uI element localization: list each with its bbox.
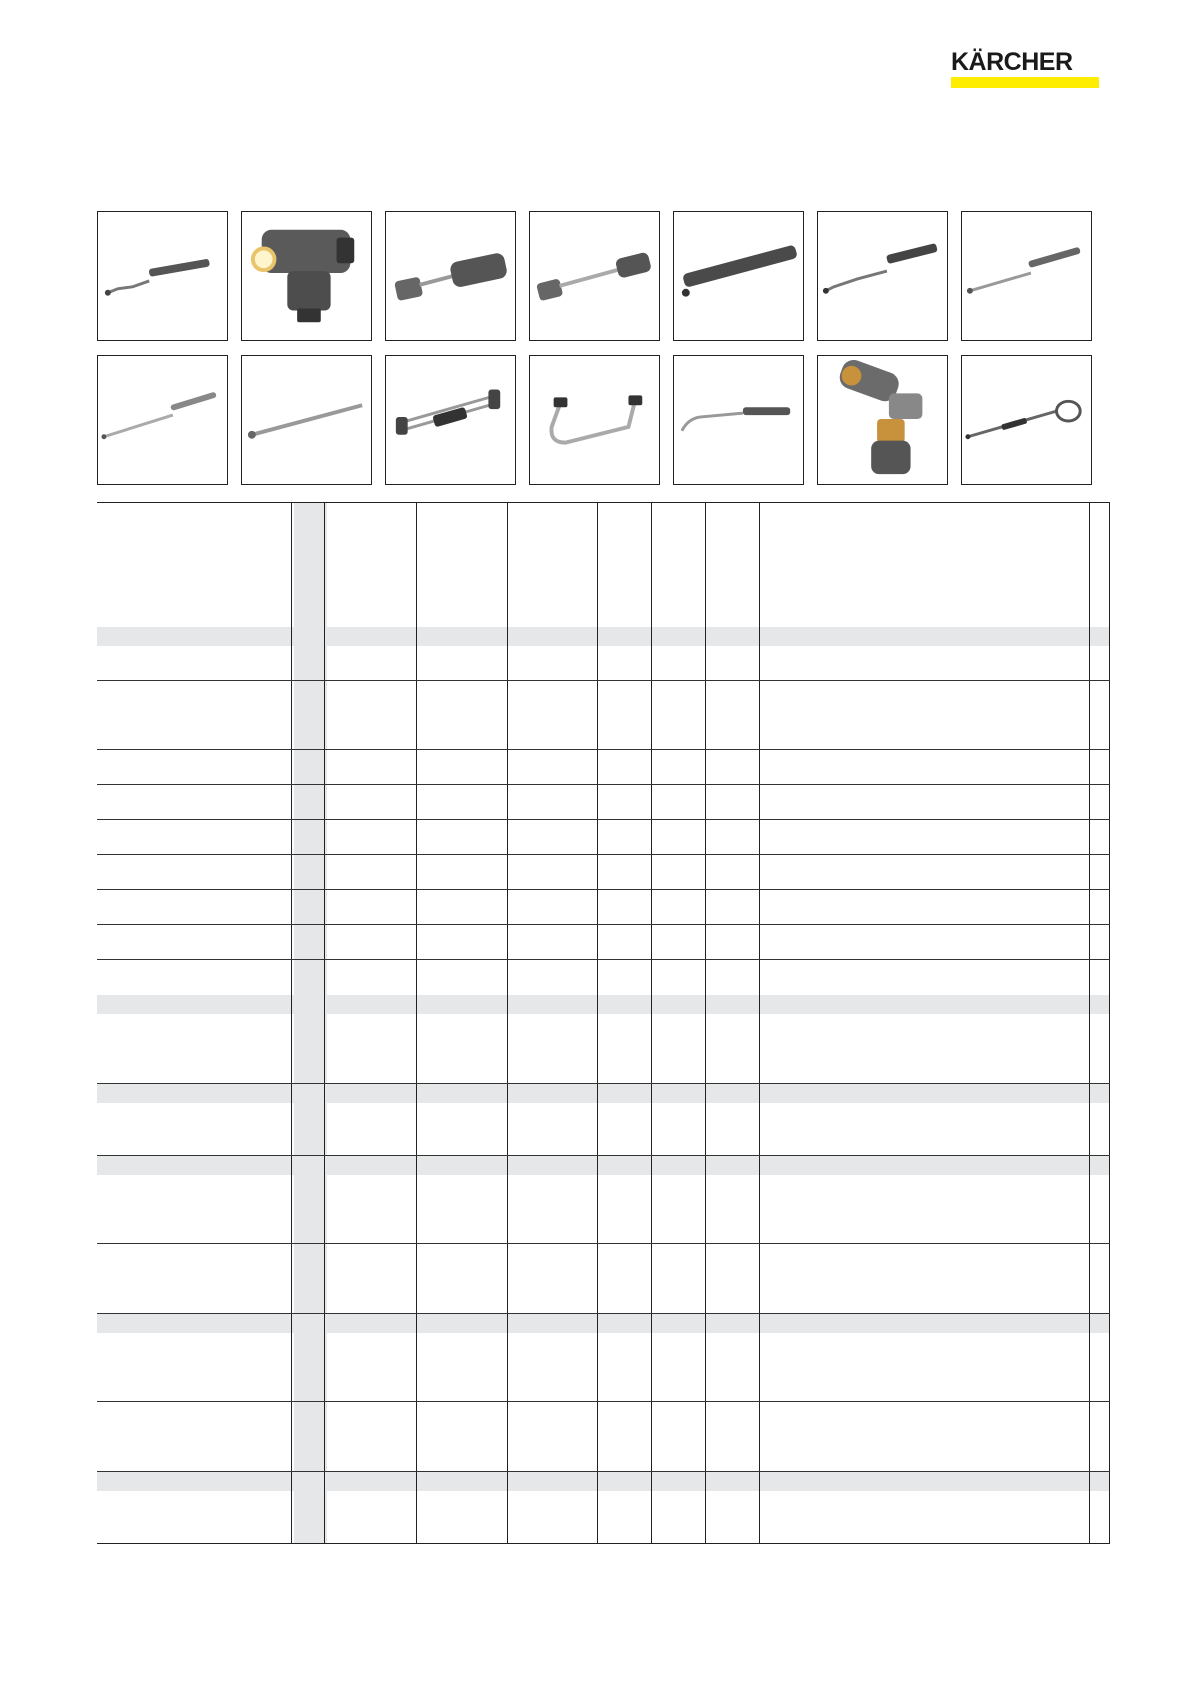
swivel-joint-nozzle-icon [818, 356, 947, 484]
section-header [97, 1472, 1110, 1491]
section-header [97, 1156, 1110, 1175]
column-divider [416, 502, 417, 1544]
table-border-right [1109, 502, 1110, 1544]
product-image-grid [97, 211, 1102, 485]
column-divider [1089, 502, 1090, 1544]
table-border-top [97, 502, 1110, 503]
straight-insulated-lance-icon [674, 212, 803, 340]
column-divider [324, 502, 325, 1544]
table-border-bottom [97, 1543, 1110, 1544]
product-tile [385, 211, 516, 341]
column-divider [705, 502, 706, 1544]
telescopic-lance-with-hose-icon [962, 356, 1091, 484]
product-tile [817, 211, 948, 341]
column-divider [291, 502, 292, 1544]
product-tile [673, 355, 804, 485]
extra-long-spray-lance-icon [98, 356, 227, 484]
brand-yellow-bar [951, 77, 1099, 88]
row-separator [97, 1243, 1110, 1244]
product-tile [529, 211, 660, 341]
spray-lance-with-handle-icon [530, 212, 659, 340]
product-tile [97, 355, 228, 485]
row-separator [97, 1313, 1110, 1314]
row-separator [97, 889, 1110, 890]
product-tile [241, 355, 372, 485]
order-number-column [294, 502, 327, 1544]
brand-name: KÄRCHER [951, 48, 1073, 76]
product-tile [385, 355, 516, 485]
row-separator [97, 959, 1110, 960]
product-tile [961, 355, 1092, 485]
karcher-logo [951, 50, 1101, 88]
row-separator [97, 854, 1110, 855]
column-divider [759, 502, 760, 1544]
product-tile [961, 211, 1092, 341]
section-header [97, 1084, 1110, 1103]
product-tile [673, 211, 804, 341]
row-separator [97, 819, 1110, 820]
double-spray-lance-icon [386, 356, 515, 484]
column-divider [507, 502, 508, 1544]
row-separator [97, 749, 1110, 750]
curved-lance-with-grip-icon [674, 356, 803, 484]
column-divider [651, 502, 652, 1544]
row-separator [97, 924, 1110, 925]
extension-lance-icon [242, 356, 371, 484]
angled-lance-dark-icon [818, 212, 947, 340]
section-header [97, 627, 1110, 646]
row-separator [97, 680, 1110, 681]
row-separator [97, 1083, 1110, 1084]
u-shaped-underbody-lance-icon [530, 356, 659, 484]
section-header [97, 995, 1110, 1014]
column-divider [597, 502, 598, 1544]
angled-spray-lance-icon [98, 212, 227, 340]
trigger-gun-with-light-icon [242, 212, 371, 340]
long-spray-lance-icon [962, 212, 1091, 340]
section-header [97, 1314, 1110, 1333]
product-tile [817, 355, 948, 485]
product-tile [97, 211, 228, 341]
specification-table [97, 502, 1110, 1544]
product-tile [529, 355, 660, 485]
row-separator [97, 1471, 1110, 1472]
row-separator [97, 784, 1110, 785]
product-tile [241, 211, 372, 341]
short-spray-lance-with-handle-icon [386, 212, 515, 340]
row-separator [97, 1155, 1110, 1156]
row-separator [97, 1401, 1110, 1402]
